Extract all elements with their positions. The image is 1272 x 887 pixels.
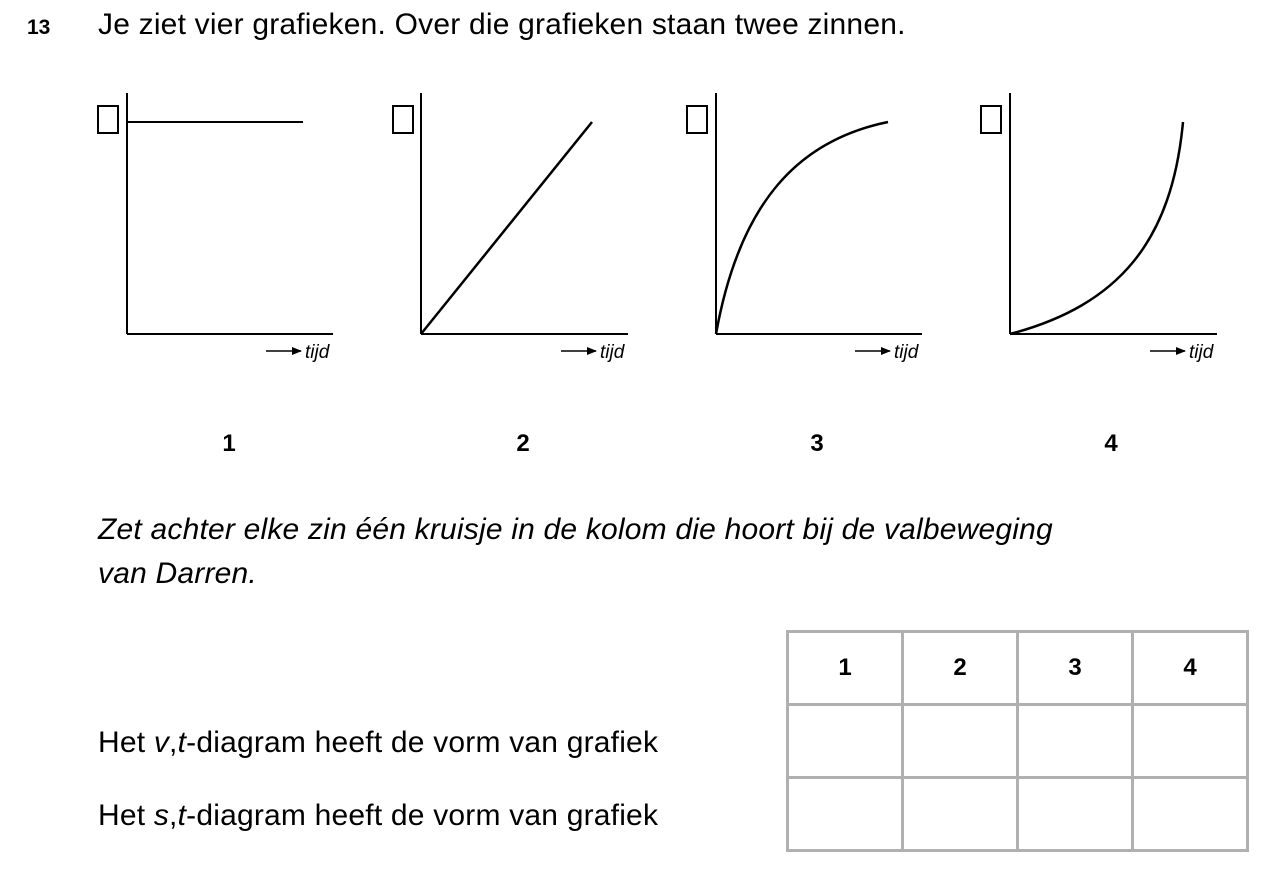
answer-cell-st-1[interactable]: [788, 778, 903, 851]
graph-number-4: 4: [1104, 430, 1118, 457]
y-axis-label-box: [393, 106, 413, 133]
statement-suffix: -diagram heeft de vorm van grafiek: [186, 726, 659, 759]
statement-suffix: -diagram heeft de vorm van grafiek: [186, 799, 659, 832]
graph-4-curve: [1010, 122, 1183, 334]
column-header-2: 2: [903, 632, 1018, 705]
answer-cell-st-3[interactable]: [1018, 778, 1133, 851]
graph-number-3: 3: [810, 430, 824, 457]
graph-number-2: 2: [516, 430, 530, 457]
column-header-4: 4: [1133, 632, 1248, 705]
question-number: 13: [27, 16, 51, 39]
x-axis-label: tijd: [600, 342, 625, 363]
x-axis-label: tijd: [305, 342, 330, 363]
answer-cell-vt-4[interactable]: [1133, 705, 1248, 778]
instruction-line-2: van Darren.: [98, 557, 257, 590]
statement-var-t: t: [177, 799, 187, 832]
graph-3-curve: [716, 122, 888, 334]
answer-cell-st-4[interactable]: [1133, 778, 1248, 851]
graph-3: [687, 93, 922, 363]
y-axis-label-box: [98, 106, 118, 133]
y-axis-label-box: [687, 106, 707, 133]
answer-cell-vt-2[interactable]: [903, 705, 1018, 778]
statement-var-s: s: [153, 799, 170, 832]
statement-vt: [98, 726, 658, 760]
x-axis-label: tijd: [1189, 342, 1214, 363]
statement-sep: ,: [169, 726, 178, 759]
instruction-line-1: Zet achter elke zin één kruisje in de kolom die hoort bij de valbeweging: [98, 513, 1053, 546]
answer-table: [786, 630, 1249, 852]
statement-st: [98, 799, 658, 833]
graph-number-1: 1: [222, 430, 236, 457]
graph-1: [98, 93, 333, 363]
statement-sep: ,: [169, 799, 178, 832]
answer-cell-st-2[interactable]: [903, 778, 1018, 851]
statement-var-v: v: [153, 726, 170, 759]
answer-table-header: [788, 632, 1248, 705]
answer-cell-vt-1[interactable]: [788, 705, 903, 778]
statement-prefix: Het: [98, 799, 154, 832]
column-header-1: 1: [788, 632, 903, 705]
answer-cell-vt-3[interactable]: [1018, 705, 1133, 778]
graph-2: [393, 93, 628, 363]
question-text: Je ziet vier grafieken. Over die grafieken staan twee zinnen.: [98, 8, 906, 41]
statement-var-t: t: [177, 726, 187, 759]
answer-row-vt: [788, 705, 1248, 778]
graph-2-curve: [421, 122, 592, 334]
column-header-3: 3: [1018, 632, 1133, 705]
statement-prefix: Het: [98, 726, 154, 759]
y-axis-label-box: [981, 106, 1001, 133]
instruction: [98, 508, 1238, 596]
x-axis-label: tijd: [894, 342, 919, 363]
answer-row-st: [788, 778, 1248, 851]
graph-4: [981, 93, 1217, 363]
